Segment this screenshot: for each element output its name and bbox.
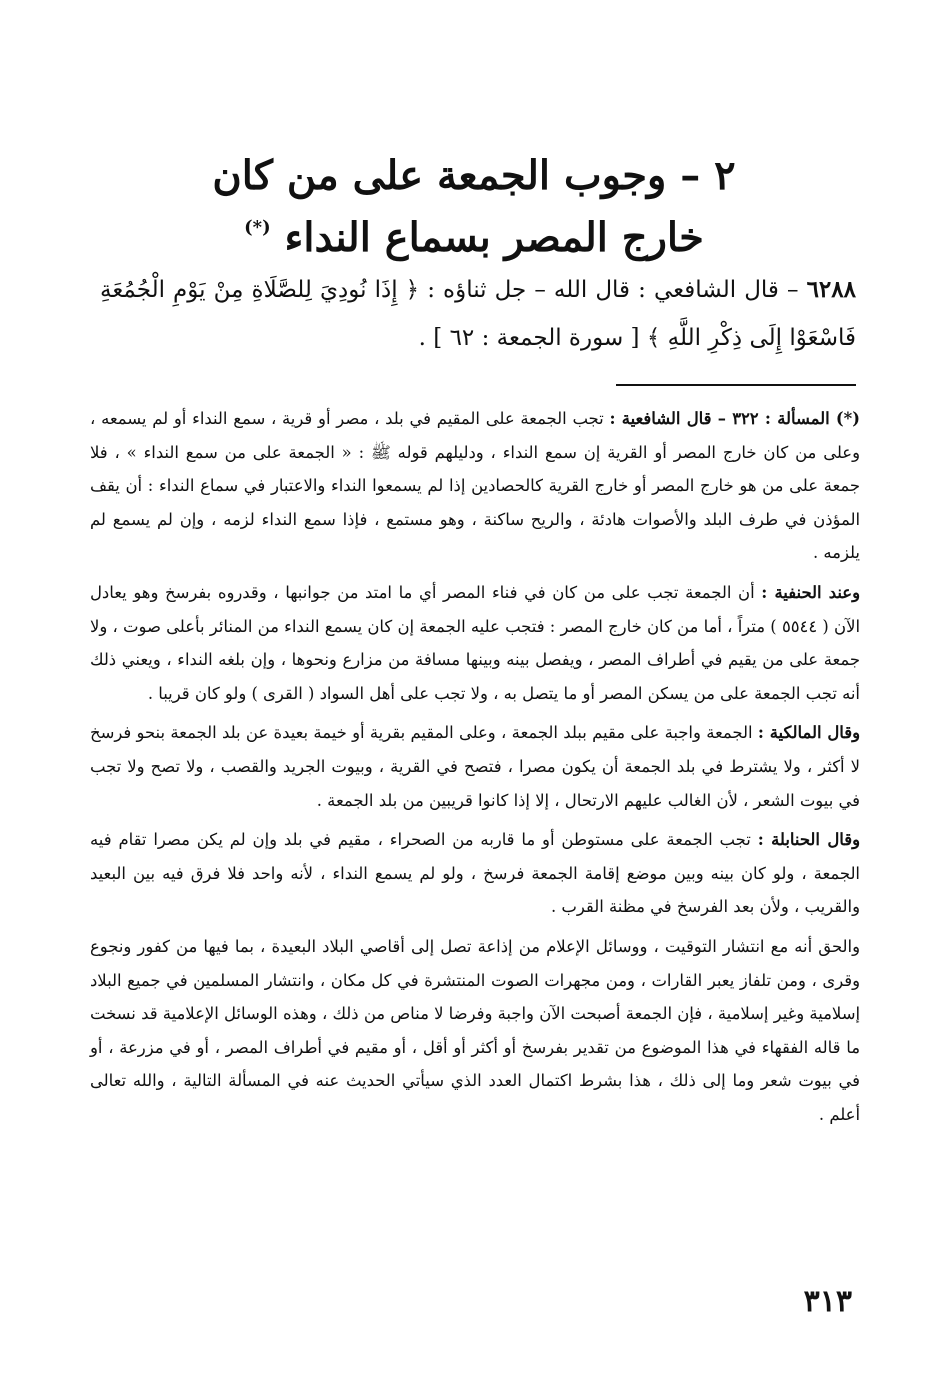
footnote-lead: (*) المسألة : ٣٢٢ – قال الشافعية : [609,409,860,428]
title-line-2 [200,202,748,264]
footnote-text: والحق أنه مع انتشار التوقيت ، ووسائل الإعلام من إذاعة تصل إلى أقاصي البلاد البعيدة ، بما فيها من كفور ونجوع وقرى ، ومن تلفاز يعبر القارات ، ومن مجهرات الصوت المنتشرة في كل مكان ، وانتشار المسلمين في جميع البلاد إسلامية وغير إسلامية ، فإن الجمعة أصبحت الآن واجبة وفرضا لا مناص من ذلك ، وهذه الوسائل الإعلامية قد نسخت ما قاله الفقهاء في هذا الموضوع من تقدير بفرسخ أو أكثر أو أقل ، أو مقيم في أطراف المصر ، أو في مزرعة ، أو في بيوت شعر وما إلى ذلك ، هذا بشرط اكتمال العدد الذي سيأتي الحديث عنه في المسألة التالية ، والله تعالى أعلم . [90,936,860,1124]
main-paragraph-text: – قال الشافعي : قال الله – جل ثناؤه : ﴿ إِذَا نُودِيَ لِلصَّلَاةِ مِنْ يَوْمِ الْجُمُعَةِ فَاسْعَوْا إِلَى ذِكْرِ اللَّهِ ﴾ [ سورة الجمعة : ٦٢ ] . [100,277,856,351]
footnote-paragraph-maliki [90,716,860,817]
footnote-paragraph-hanafi [90,576,860,710]
footnote-block [90,402,860,1137]
footnote-text: تجب الجمعة على المقيم في بلد ، مصر أو قرية ، سمع النداء أو لم يسمعه ، وعلى من كان خارج المصر أو القرية إن سمع النداء ، ودليلهم قوله ﷺ : « الجمعة على من سمع النداء » ، فلا جمعة على من هو خارج المصر أو خارج القرية كالحصادين إذا لم يسمعوا النداء والاعتبار في سماع النداء : أن يقف المؤذن في طرف البلد والأصوات هادئة ، والريح ساكنة ، وهو مستمع ، فإذا سمع النداء لزمه ، وإن لم يسمع لم يلزمه . [90,409,860,563]
title-line-2-text: خارج المصر بسماع النداء [284,214,704,261]
main-paragraph [100,266,856,362]
footnote-paragraph-shafii [90,402,860,570]
footnote-text: تجب الجمعة على مستوطن أو ما قاربه من الصحراء ، مقيم في بلد وإن لم يكن مصرا تقام فيه الجمعة ، ولو كان بينه وبين موضع إقامة الجمعة فرسخ ، ولو لم يسمع النداء ، لأنه واحد فلا فرق فيه بين البعيد والقريب ، ولأن بعد الفرسخ في مظنة القرب . [90,830,860,917]
footnote-lead: وقال الحنابلة : [757,830,860,850]
page-number: ٣١٣ [803,1284,852,1319]
footnote-divider [616,384,856,386]
title-line-1: ٢ – وجوب الجمعة على من كان [212,152,736,199]
chapter-title [200,150,748,264]
hadith-number: ٦٢٨٨ [806,276,856,303]
footnote-paragraph-hanbali [90,823,860,924]
footnote-lead: وعند الحنفية : [761,582,860,602]
footnote-marker: (*) [244,217,271,238]
footnote-text: الجمعة واجبة على مقيم ببلد الجمعة ، وعلى المقيم بقرية أو خيمة بعيدة عن بلد الجمعة بنحو فرسخ لا أكثر ، ولا يشترط في بلد الجمعة أن يكون مصرا ، فتصح في القرية ، وبيوت الجريد والقصب ، ولا تصح ولا تجب في بيوت الشعر ، لأن الغالب عليهم الارتحال ، إلا إذا كانوا قريبين من بلد الجمعة . [90,723,860,810]
footnote-lead: وقال المالكية : [757,723,860,743]
footnote-text: أن الجمعة تجب على من كان في فناء المصر أي ما امتد من جوانبها ، وقدروه بفرسخ وهو يعادل الآن ( ٥٥٤٤ ) متراً ، أما من كان خارج المصر : فتجب عليه الجمعة إن كان يسمع النداء من المنائر بأعلى صوت ، ولا جمعة على من يقيم في أطراف المصر ، ويفصل بينه وبينها مسافة من مزارع ونحوها ، وإن بلغه النداء ، ويعني ذلك أنه تجب الجمعة على من يسكن المصر أو ما يتصل به ، ولا تجب على أهل السواد ( القرى ) ولو كان قريبا . [90,582,860,703]
footnote-paragraph-conclusion [90,930,860,1132]
